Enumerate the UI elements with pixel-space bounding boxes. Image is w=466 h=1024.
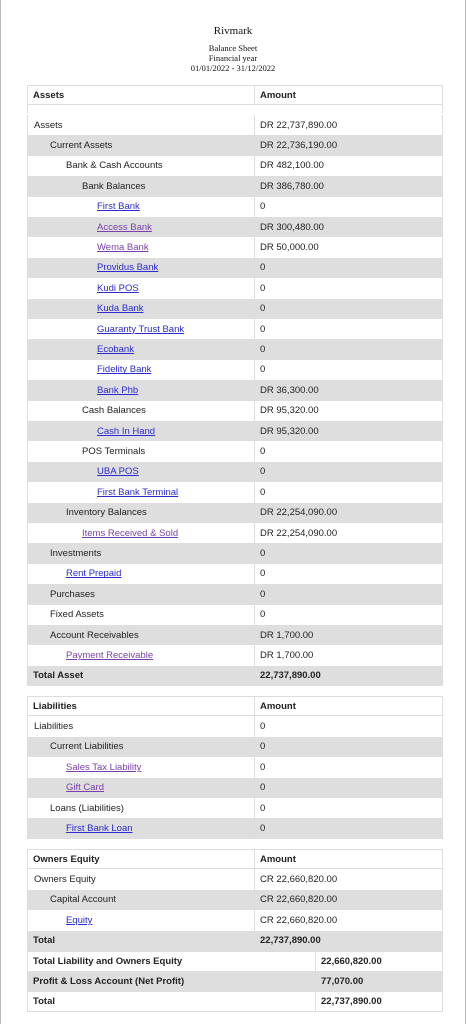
row-amount: CR 22,660,820.00 [254, 869, 442, 889]
ledger-link-first-bank[interactable]: First Bank [97, 201, 140, 213]
assets-header-label: Assets [33, 89, 65, 101]
row-amount: DR 36,300.00 [254, 380, 442, 400]
assets-header-row [27, 85, 443, 105]
row-amount: 0 [254, 584, 442, 604]
row-amount: 0 [254, 278, 442, 298]
period-label: Financial year [208, 53, 258, 63]
row-amount: DR 1,700.00 [254, 625, 442, 645]
row-label: Liabilities [34, 721, 74, 733]
row-amount: 0 [254, 798, 442, 818]
summary-amount: 22,660,820.00 [315, 952, 442, 971]
row-amount: 0 [254, 716, 442, 736]
row-amount: 0 [254, 564, 442, 584]
ledger-link-kuda-bank[interactable]: Kuda Bank [97, 303, 144, 315]
row-label: Bank Balances [82, 180, 146, 192]
row-amount: 0 [254, 299, 442, 319]
row-amount: DR 1,700.00 [254, 645, 442, 665]
row-amount: 0 [254, 737, 442, 757]
table-row [27, 441, 443, 461]
summary-row-liability-equity [27, 951, 443, 971]
row-amount: DR 482,100.00 [254, 156, 442, 176]
summary-label: Total Liability and Owners Equity [33, 956, 183, 968]
ledger-link-first-bank-terminal[interactable]: First Bank Terminal [97, 486, 179, 498]
table-row [27, 778, 443, 798]
table-row [27, 176, 443, 196]
ledger-link-uba-pos[interactable]: UBA POS [97, 466, 139, 478]
table-row [27, 890, 443, 910]
equity-total-row [27, 931, 443, 951]
table-row [27, 115, 443, 135]
ledger-link-rent-prepaid[interactable]: Rent Prepaid [66, 568, 122, 580]
row-label: Current Assets [50, 140, 113, 152]
row-amount: DR 386,780.00 [254, 176, 442, 196]
row-amount: 0 [254, 543, 442, 563]
row-label: Fixed Assets [50, 609, 104, 621]
table-row [27, 757, 443, 777]
company-name: Rivmark [213, 25, 253, 37]
table-row [27, 869, 443, 889]
row-amount: DR 50,000.00 [254, 237, 442, 257]
ledger-link-wema-bank[interactable]: Wema Bank [97, 242, 149, 254]
summary-row-total [27, 992, 443, 1012]
table-row [27, 156, 443, 176]
table-row [27, 605, 443, 625]
row-label: Bank & Cash Accounts [66, 160, 163, 172]
summary-label: Total [33, 995, 55, 1007]
table-row [27, 645, 443, 665]
row-amount: DR 95,320.00 [254, 421, 442, 441]
row-label: Inventory Balances [66, 507, 147, 519]
row-amount: 0 [254, 258, 442, 278]
report-title: Balance Sheet [208, 43, 258, 53]
table-row [27, 319, 443, 339]
table-row [27, 910, 443, 930]
ledger-link-providus-bank[interactable]: Providus Bank [97, 262, 159, 274]
row-amount: 0 [254, 757, 442, 777]
table-row [27, 401, 443, 421]
row-label: Assets [34, 119, 63, 131]
spacer [27, 105, 443, 113]
table-row [27, 278, 443, 298]
ledger-link-kudi-pos[interactable]: Kudi POS [97, 282, 139, 294]
table-row [27, 503, 443, 523]
row-amount: DR 22,254,090.00 [254, 523, 442, 543]
total-asset-row [27, 666, 443, 686]
ledger-link-guaranty-trust-bank[interactable]: Guaranty Trust Bank [97, 323, 185, 335]
table-row [27, 543, 443, 563]
row-amount: 0 [254, 462, 442, 482]
table-row [27, 564, 443, 584]
table-row [27, 299, 443, 319]
row-label: Cash Balances [82, 405, 146, 417]
ledger-link-items-received-sold[interactable]: Items Received & Sold [82, 527, 179, 539]
table-row [27, 217, 443, 237]
row-amount: CR 22,660,820.00 [254, 890, 442, 910]
row-amount: DR 95,320.00 [254, 401, 442, 421]
row-label: POS Terminals [82, 446, 146, 458]
row-label: Current Liabilities [50, 741, 124, 753]
row-amount: 0 [254, 778, 442, 798]
row-label: Loans (Liabilities) [50, 802, 124, 814]
row-amount: 0 [254, 197, 442, 217]
row-amount: DR 22,736,190.00 [254, 135, 442, 155]
table-row [27, 258, 443, 278]
summary-row-net-profit [27, 971, 443, 991]
row-amount: DR 22,254,090.00 [254, 503, 442, 523]
table-row [27, 737, 443, 757]
equity-header-amount: Amount [254, 850, 442, 868]
row-amount: 0 [254, 360, 442, 380]
table-row [27, 818, 443, 838]
ledger-link-access-bank[interactable]: Access Bank [97, 221, 152, 233]
table-row [27, 380, 443, 400]
row-label: Owners Equity [34, 874, 96, 886]
equity-header-label: Owners Equity [33, 853, 100, 865]
ledger-link-first-bank-loan[interactable]: First Bank Loan [66, 823, 133, 835]
table-row [27, 135, 443, 155]
summary-amount: 22,737,890.00 [315, 992, 442, 1011]
ledger-link-sales-tax-liability[interactable]: Sales Tax Liability [66, 761, 142, 773]
ledger-link-fidelity-bank[interactable]: Fidelity Bank [97, 364, 152, 376]
total-asset-amount: 22,737,890.00 [254, 666, 442, 686]
liabilities-header-label: Liabilities [33, 700, 77, 712]
table-row [27, 237, 443, 257]
table-row [27, 584, 443, 604]
period-range: 01/01/2022 - 31/12/2022 [190, 63, 276, 73]
row-amount: 0 [254, 605, 442, 625]
ledger-link-bank-phb[interactable]: Bank Phb [97, 384, 139, 396]
row-label: Capital Account [50, 894, 117, 906]
ledger-link-ecobank[interactable]: Ecobank [97, 344, 134, 356]
ledger-link-equity[interactable]: Equity [66, 914, 93, 926]
row-amount: 0 [254, 482, 442, 502]
liabilities-header-amount: Amount [254, 697, 442, 715]
summary-label: Profit & Loss Account (Net Profit) [33, 976, 185, 988]
table-row [27, 462, 443, 482]
row-amount: DR 22,737,890.00 [254, 115, 442, 135]
assets-header-amount: Amount [254, 86, 442, 104]
table-row [27, 625, 443, 645]
equity-header-row [27, 849, 443, 869]
table-row [27, 482, 443, 502]
summary-amount: 77,070.00 [315, 971, 442, 991]
liabilities-header-row [27, 696, 443, 716]
row-amount: DR 300,480.00 [254, 217, 442, 237]
total-asset-label: Total Asset [33, 670, 84, 682]
table-row [27, 197, 443, 217]
equity-total-label: Total [33, 935, 55, 947]
table-row [27, 421, 443, 441]
row-label: Account Receivables [50, 629, 139, 641]
ledger-link-payment-receivable[interactable]: Payment Receivable [66, 650, 154, 662]
row-amount: CR 22,660,820.00 [254, 910, 442, 930]
row-label: Purchases [50, 588, 95, 600]
row-amount: 0 [254, 818, 442, 838]
table-row [27, 523, 443, 543]
ledger-link-cash-in-hand[interactable]: Cash In Hand [97, 425, 156, 437]
table-row [27, 798, 443, 818]
row-label: Investments [50, 548, 102, 560]
row-amount: 0 [254, 339, 442, 359]
table-row [27, 360, 443, 380]
row-amount: 0 [254, 441, 442, 461]
equity-total-amount: 22,737,890.00 [254, 931, 442, 951]
row-amount: 0 [254, 319, 442, 339]
table-row [27, 339, 443, 359]
table-row [27, 716, 443, 736]
ledger-link-gift-card[interactable]: Gift Card [66, 782, 105, 794]
